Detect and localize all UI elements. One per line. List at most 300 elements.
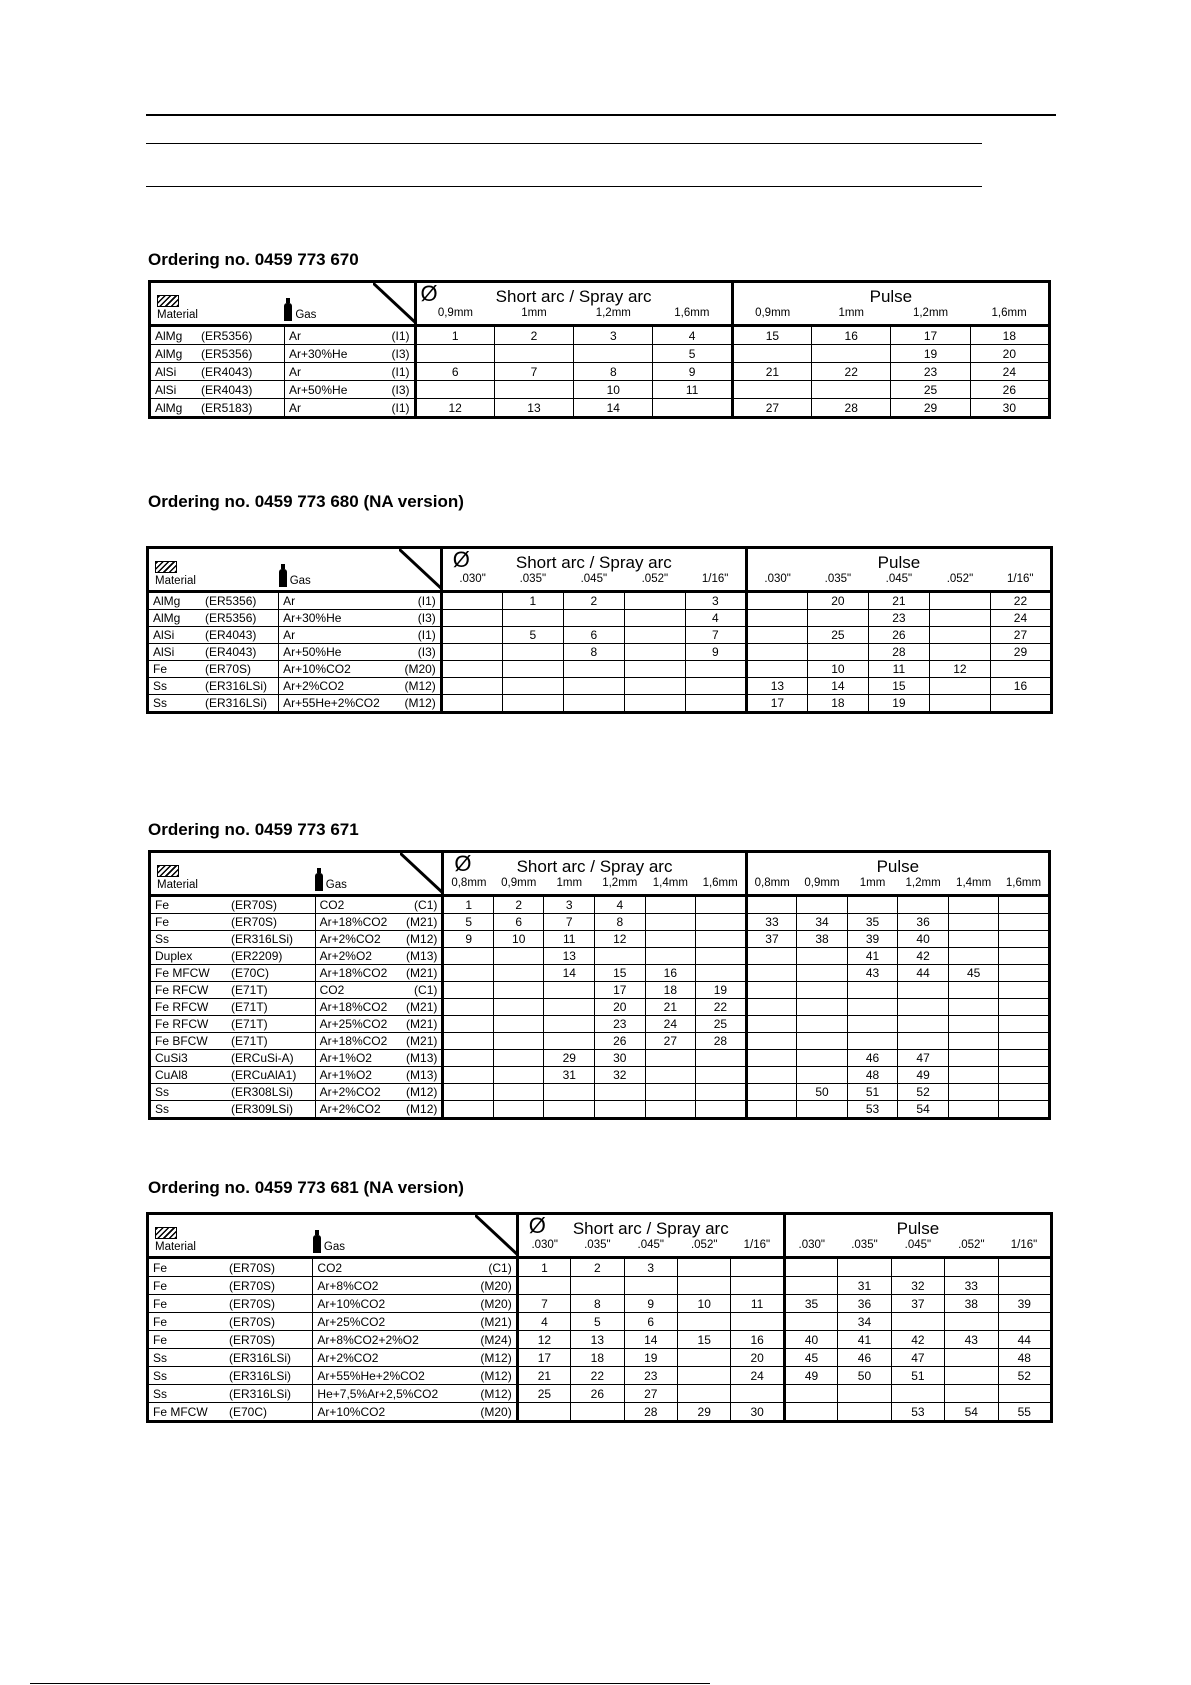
program-number-cell [441, 610, 502, 627]
program-number-cell [494, 381, 573, 399]
program-number-cell [696, 1067, 747, 1084]
program-number-cell [624, 627, 685, 644]
material-cell [148, 678, 279, 695]
program-number-cell [746, 1101, 797, 1119]
program-number-cell: 25 [696, 1016, 747, 1033]
material-grade: (ER70S) [229, 1296, 276, 1311]
program-number-cell [441, 695, 502, 713]
top-rule [146, 114, 1056, 116]
gas-code: (C1) [414, 983, 438, 997]
program-number-cell [746, 644, 807, 661]
wire-diameter-header: .035" [502, 573, 563, 592]
table-row [148, 678, 1052, 695]
gas-mixture: Ar+50%He [289, 382, 348, 397]
table-row [150, 326, 1050, 345]
program-number-cell [999, 1101, 1050, 1119]
program-number-cell: 26 [868, 627, 929, 644]
program-number-cell: 6 [563, 627, 624, 644]
program-number-cell [493, 1067, 544, 1084]
material-name: Ss [153, 1350, 168, 1365]
material-grade: (ER309LSi) [231, 1102, 294, 1116]
material-name: Fe [155, 915, 170, 929]
program-number-cell [945, 1367, 998, 1385]
material-grade: (E71T) [231, 1017, 268, 1031]
gas-mixture: Ar+18%CO2 [319, 966, 388, 980]
program-number-cell: 5 [502, 627, 563, 644]
program-number-cell: 40 [784, 1331, 837, 1349]
gas-cell [313, 1331, 517, 1349]
program-number-cell [847, 896, 898, 914]
program-number-cell: 29 [677, 1403, 730, 1422]
program-number-cell [999, 982, 1050, 999]
gas-cell [315, 948, 443, 965]
table-row [150, 982, 1050, 999]
program-number-cell: 42 [891, 1331, 944, 1349]
material-name: Fe [153, 1278, 168, 1293]
program-number-cell [443, 999, 494, 1016]
program-number-cell [563, 610, 624, 627]
material-grade: (ER5183) [201, 400, 253, 415]
program-number-cell: 48 [847, 1067, 898, 1084]
gas-code: (M21) [406, 915, 438, 929]
diameter-icon: Ø [420, 281, 438, 306]
material-cell [150, 363, 285, 381]
gas-cell [313, 1295, 517, 1313]
gas-code: (M21) [406, 1000, 438, 1014]
table-row [148, 1313, 1052, 1331]
gas-mixture: Ar [289, 400, 301, 415]
program-number-cell [797, 1016, 848, 1033]
program-number-cell: 30 [970, 399, 1049, 418]
program-number-cell: 12 [929, 661, 990, 678]
material-name: Fe [153, 1332, 168, 1347]
program-number-cell [624, 592, 685, 610]
program-number-cell [898, 999, 949, 1016]
table-row [148, 610, 1052, 627]
program-number-cell [998, 1385, 1051, 1403]
diagonal-divider [373, 283, 417, 324]
material-grade: (ER4043) [201, 382, 253, 397]
diameter-icon: Ø [452, 547, 470, 572]
gas-cell [279, 610, 442, 627]
wire-diameter-header: 0,9mm [493, 877, 544, 896]
program-number-cell [847, 1033, 898, 1050]
material-name: AlMg [153, 594, 181, 608]
material-gas-header [148, 1214, 518, 1258]
pulse-group-header [784, 1214, 1051, 1240]
gas-mixture: Ar+18%CO2 [319, 1000, 388, 1014]
program-number-cell: 43 [847, 965, 898, 982]
program-number-cell: 13 [746, 678, 807, 695]
program-number-cell [595, 948, 646, 965]
short-arc-title: Short arc / Spray arc [515, 553, 672, 572]
program-number-cell [948, 982, 999, 999]
program-number-cell [847, 999, 898, 1016]
program-number-cell: 45 [948, 965, 999, 982]
program-number-cell: 51 [847, 1084, 898, 1101]
gas-code: (M20) [480, 1296, 512, 1311]
program-number-cell: 50 [838, 1367, 891, 1385]
gas-mixture: Ar+30%He [289, 346, 348, 361]
program-number-cell: 23 [891, 363, 970, 381]
program-number-cell: 32 [595, 1067, 646, 1084]
program-number-cell [999, 1067, 1050, 1084]
material-cell [148, 661, 279, 678]
program-number-cell: 9 [685, 644, 746, 661]
program-number-cell [443, 1084, 494, 1101]
program-number-cell: 33 [945, 1277, 998, 1295]
material-cell [150, 896, 316, 914]
material-cell [148, 1295, 313, 1313]
program-number-cell [948, 1033, 999, 1050]
gas-code: (M13) [406, 1051, 438, 1065]
material-label: Material [157, 309, 198, 321]
program-number-cell [443, 1016, 494, 1033]
program-number-cell: 16 [731, 1331, 784, 1349]
divider-line [146, 186, 982, 187]
program-number-cell [493, 948, 544, 965]
gas-code: (I3) [391, 346, 410, 361]
program-number-cell [677, 1258, 730, 1277]
program-number-cell: 4 [685, 610, 746, 627]
program-number-cell [797, 948, 848, 965]
gas-code: (M12) [404, 696, 436, 710]
program-number-cell [746, 965, 797, 982]
gas-code: (M12) [480, 1386, 512, 1401]
program-number-cell: 30 [731, 1403, 784, 1422]
program-number-cell [517, 1277, 570, 1295]
program-number-cell: 53 [891, 1403, 944, 1422]
wire-diameter-header: .045" [891, 1239, 944, 1258]
program-number-cell: 14 [807, 678, 868, 695]
program-number-cell [999, 914, 1050, 931]
gas-cell [279, 661, 442, 678]
gas-cell [315, 965, 443, 982]
program-number-cell: 26 [970, 381, 1049, 399]
program-number-cell: 47 [898, 1050, 949, 1067]
material-cell [150, 931, 316, 948]
material-grade: (ER5356) [201, 328, 253, 343]
table-row [148, 627, 1052, 644]
program-number-cell [797, 965, 848, 982]
program-number-cell: 26 [571, 1385, 624, 1403]
program-number-cell: 17 [746, 695, 807, 713]
table-row [150, 1084, 1050, 1101]
material-name: Duplex [155, 949, 193, 963]
wire-program-table [148, 850, 1051, 1120]
table-row [148, 592, 1052, 610]
program-number-cell: 1 [443, 896, 494, 914]
program-number-cell [624, 1277, 677, 1295]
program-number-cell: 2 [494, 326, 573, 345]
program-number-cell [696, 896, 747, 914]
program-number-cell [999, 1084, 1050, 1101]
wire-diameter-header: 0,8mm [746, 877, 797, 896]
material-cell [148, 695, 279, 713]
program-number-cell: 3 [574, 326, 653, 345]
program-number-cell [948, 1067, 999, 1084]
gas-mixture: Ar [289, 364, 301, 379]
program-number-cell [645, 896, 696, 914]
program-number-cell [595, 1101, 646, 1119]
material-cell [148, 1331, 313, 1349]
program-number-cell: 28 [696, 1033, 747, 1050]
program-number-cell [797, 999, 848, 1016]
program-number-cell: 22 [696, 999, 747, 1016]
gas-code: (I1) [417, 628, 436, 642]
program-number-cell: 28 [868, 644, 929, 661]
material-name: AlSi [153, 628, 175, 642]
program-number-cell [645, 948, 696, 965]
short-arc-group-header [441, 548, 746, 574]
program-number-cell: 7 [685, 627, 746, 644]
gas-cell [313, 1313, 517, 1331]
program-number-cell: 18 [645, 982, 696, 999]
program-number-cell [746, 592, 807, 610]
gas-code: (I3) [391, 382, 410, 397]
program-number-cell [502, 644, 563, 661]
program-number-cell: 13 [544, 948, 595, 965]
pulse-title: Pulse [876, 857, 920, 876]
gas-label: Gas [295, 309, 317, 321]
program-number-cell: 11 [731, 1295, 784, 1313]
program-number-cell [571, 1277, 624, 1295]
gas-cell [315, 1084, 443, 1101]
pulse-title: Pulse [877, 553, 921, 572]
material-cell [150, 1084, 316, 1101]
gas-code: (M21) [406, 1034, 438, 1048]
program-number-cell [493, 999, 544, 1016]
program-number-cell: 28 [624, 1403, 677, 1422]
gas-mixture: Ar+18%CO2 [319, 915, 388, 929]
program-number-cell: 46 [847, 1050, 898, 1067]
wire-diameter-header: 1,6mm [970, 307, 1049, 326]
material-name: AlMg [153, 611, 181, 625]
gas-mixture: Ar+2%CO2 [319, 1102, 381, 1116]
program-number-cell [929, 627, 990, 644]
program-number-cell [746, 1050, 797, 1067]
program-number-cell: 38 [797, 931, 848, 948]
program-number-cell [732, 345, 811, 363]
program-number-cell [797, 896, 848, 914]
material-cell [150, 982, 316, 999]
program-number-cell [847, 1016, 898, 1033]
program-number-cell: 7 [494, 363, 573, 381]
program-number-cell [999, 965, 1050, 982]
program-number-cell: 3 [544, 896, 595, 914]
table-row [148, 1277, 1052, 1295]
wire-diameter-header: 1mm [544, 877, 595, 896]
wire-diameter-header: .030" [517, 1239, 570, 1258]
material-cell [148, 1258, 313, 1277]
program-number-cell: 13 [494, 399, 573, 418]
program-number-cell: 4 [595, 896, 646, 914]
material-grade: (ERCuAlA1) [231, 1068, 297, 1082]
gas-bottle-icon [313, 1235, 321, 1253]
program-number-cell [624, 610, 685, 627]
gas-mixture: Ar+55%He+2%CO2 [317, 1368, 425, 1383]
program-number-cell [493, 1084, 544, 1101]
gas-cell [315, 1050, 443, 1067]
program-number-cell [645, 1101, 696, 1119]
table-row [150, 999, 1050, 1016]
program-number-cell [999, 948, 1050, 965]
program-number-cell: 29 [990, 644, 1051, 661]
program-number-cell [945, 1258, 998, 1277]
program-number-cell [847, 982, 898, 999]
program-number-cell: 50 [797, 1084, 848, 1101]
program-number-cell [502, 661, 563, 678]
program-number-cell: 10 [493, 931, 544, 948]
material-grade: (E71T) [231, 983, 268, 997]
program-number-cell [732, 381, 811, 399]
wire-diameter-header: 1,2mm [595, 877, 646, 896]
program-number-cell [948, 948, 999, 965]
program-number-cell [838, 1403, 891, 1422]
wire-diameter-header: .052" [929, 573, 990, 592]
program-number-cell [797, 1101, 848, 1119]
material-cell [148, 592, 279, 610]
program-number-cell [898, 1033, 949, 1050]
material-grade: (ER70S) [205, 662, 252, 676]
divider-line [146, 143, 982, 144]
program-number-cell [945, 1385, 998, 1403]
program-number-cell [685, 661, 746, 678]
material-name: Fe [155, 898, 170, 912]
gas-mixture: Ar+2%CO2 [317, 1350, 379, 1365]
program-number-cell [898, 896, 949, 914]
program-number-cell: 10 [574, 381, 653, 399]
program-number-cell [746, 999, 797, 1016]
program-number-cell [746, 948, 797, 965]
program-number-cell: 45 [784, 1349, 837, 1367]
material-gas-header [148, 548, 442, 592]
program-number-cell: 4 [653, 326, 732, 345]
gas-mixture: Ar [283, 594, 296, 608]
program-number-cell [493, 982, 544, 999]
program-number-cell [574, 345, 653, 363]
program-number-cell: 37 [746, 931, 797, 948]
gas-cell [315, 999, 443, 1016]
program-number-cell [929, 644, 990, 661]
gas-mixture: Ar+50%He [283, 645, 342, 659]
program-number-cell: 26 [595, 1033, 646, 1050]
program-number-cell [443, 1101, 494, 1119]
program-number-cell [677, 1313, 730, 1331]
material-cell [150, 1050, 316, 1067]
program-number-cell [990, 695, 1051, 713]
program-number-cell: 44 [898, 965, 949, 982]
gas-bottle-icon [315, 873, 323, 891]
gas-cell [313, 1349, 517, 1367]
program-number-cell: 16 [645, 965, 696, 982]
program-number-cell: 21 [868, 592, 929, 610]
program-number-cell: 44 [998, 1331, 1051, 1349]
table-row [148, 1258, 1052, 1277]
gas-code: (I1) [391, 400, 410, 415]
material-grade: (ER308LSi) [231, 1085, 294, 1099]
short-arc-title: Short arc / Spray arc [572, 1219, 729, 1238]
program-number-cell: 20 [731, 1349, 784, 1367]
program-number-cell [838, 1385, 891, 1403]
gas-cell [279, 627, 442, 644]
program-number-cell [645, 914, 696, 931]
gas-mixture: He+7,5%Ar+2,5%CO2 [317, 1386, 439, 1401]
program-number-cell: 24 [645, 1016, 696, 1033]
program-number-cell: 21 [732, 363, 811, 381]
wire-diameter-header: .030" [441, 573, 502, 592]
program-number-cell [784, 1277, 837, 1295]
material-grade: (ER2209) [231, 949, 283, 963]
program-number-cell: 1 [502, 592, 563, 610]
material-name: Fe RFCW [155, 1017, 209, 1031]
material-cell [148, 1403, 313, 1422]
program-number-cell: 27 [645, 1033, 696, 1050]
program-number-cell: 19 [868, 695, 929, 713]
program-number-cell: 31 [544, 1067, 595, 1084]
program-number-cell: 7 [517, 1295, 570, 1313]
program-number-cell [443, 1067, 494, 1084]
gas-cell [313, 1258, 517, 1277]
wire-diameter-header: .045" [868, 573, 929, 592]
material-name: Fe MFCW [155, 966, 210, 980]
material-cell [148, 627, 279, 644]
gas-cell [315, 1101, 443, 1119]
material-name: AlSi [153, 645, 175, 659]
program-number-cell [441, 678, 502, 695]
gas-code: (M21) [406, 966, 438, 980]
program-number-cell: 1 [415, 326, 494, 345]
gas-label: Gas [289, 575, 311, 587]
program-number-cell: 34 [797, 914, 848, 931]
material-name: Ss [155, 932, 170, 946]
short-arc-group-header [415, 282, 732, 308]
gas-mixture: Ar+25%CO2 [317, 1314, 386, 1329]
material-grade: (E71T) [231, 1034, 268, 1048]
program-number-cell [998, 1277, 1051, 1295]
gas-mixture: CO2 [319, 983, 345, 997]
wire-diameter-header: 1,2mm [574, 307, 653, 326]
program-number-cell [731, 1385, 784, 1403]
program-number-cell: 14 [624, 1331, 677, 1349]
program-number-cell [624, 678, 685, 695]
material-cell [150, 1016, 316, 1033]
wire-program-table [146, 1212, 1053, 1423]
program-number-cell: 19 [624, 1349, 677, 1367]
material-name: Fe [153, 1314, 168, 1329]
gas-cell [285, 399, 416, 418]
program-number-cell: 40 [898, 931, 949, 948]
gas-cell [285, 381, 416, 399]
program-number-cell [807, 644, 868, 661]
program-number-cell [797, 1050, 848, 1067]
wire-diameter-header: .052" [945, 1239, 998, 1258]
gas-code: (M13) [406, 949, 438, 963]
program-number-cell: 8 [595, 914, 646, 931]
material-name: Ss [155, 1085, 170, 1099]
program-number-cell [746, 661, 807, 678]
material-label: Material [155, 575, 196, 587]
program-number-cell: 2 [493, 896, 544, 914]
material-name: AlSi [155, 382, 177, 397]
program-number-cell [443, 982, 494, 999]
program-number-cell [624, 695, 685, 713]
program-number-cell [999, 1050, 1050, 1067]
program-number-cell [746, 982, 797, 999]
material-name: Ss [153, 1368, 168, 1383]
program-number-cell [493, 1101, 544, 1119]
wire-diameter-header: 0,8mm [443, 877, 494, 896]
